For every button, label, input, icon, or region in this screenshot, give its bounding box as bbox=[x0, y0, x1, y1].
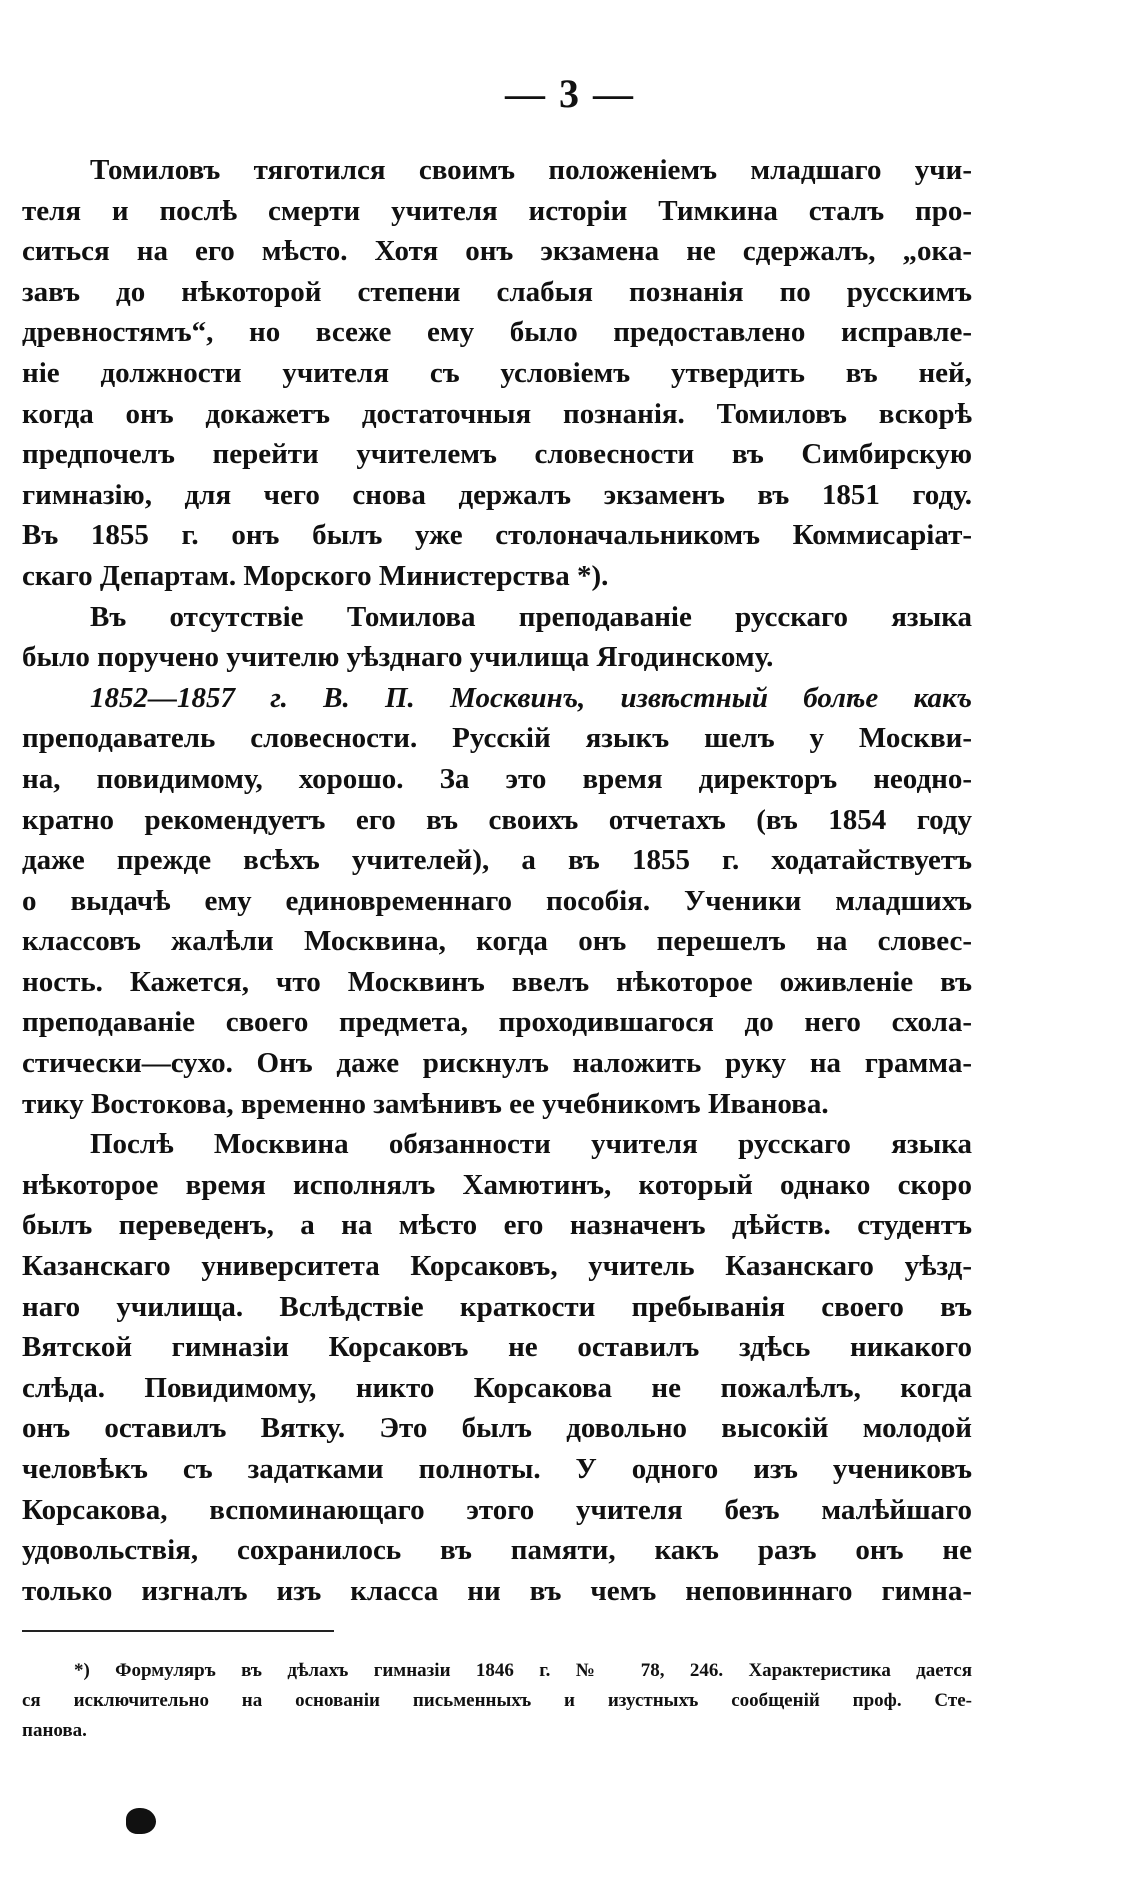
text-line: когда онъ докажетъ достаточныя познанія. Томиловъ вскорѣ bbox=[22, 397, 972, 430]
text-line: преподаваніе своего предмета, проходившагося до него схола- bbox=[22, 1006, 972, 1039]
text-line: нѣкоторое время исполнялъ Хамютинъ, который однако скоро bbox=[22, 1168, 972, 1201]
ink-blot bbox=[126, 1808, 156, 1834]
text-line: классовъ жалѣли Москвина, когда онъ перешелъ на словес- bbox=[22, 925, 972, 958]
text-line: былъ переведенъ, а на мѣсто его назначенъ дѣйств. студентъ bbox=[22, 1209, 972, 1242]
text-line: Вятской гимназіи Корсаковъ не оставилъ здѣсь никакого bbox=[22, 1331, 972, 1364]
footnote-line: *) Формуляръ въ дѣлахъ гимназіи 1846 г. № 78, 246. Характеристика дается bbox=[74, 1660, 972, 1681]
text-line: удовольствія, сохранилось въ памяти, какъ разъ онъ не bbox=[22, 1534, 972, 1567]
text-line: слѣда. Повидимому, никто Корсакова не пожалѣлъ, когда bbox=[22, 1371, 972, 1404]
text-line: Въ отсутствіе Томилова преподаваніе русскаго языка bbox=[90, 600, 972, 633]
text-line: было поручено учителю уѣзднаго училища Ягодинскому. bbox=[22, 641, 774, 674]
text-line: стически—сухо. Онъ даже рискнулъ наложить руку на грамма- bbox=[22, 1047, 972, 1080]
text-line: Въ 1855 г. онъ былъ уже столоначальникомъ Коммисаріат- bbox=[22, 519, 972, 552]
text-line: завъ до нѣкоторой степени слабыя познанія по русскимъ bbox=[22, 275, 972, 308]
text-line: скаго Департам. Морского Министерства *). bbox=[22, 559, 609, 592]
text-line: Казанскаго университета Корсаковъ, учитель Казанскаго уѣзд- bbox=[22, 1250, 972, 1283]
section-heading-line: 1852—1857 г. В. П. Москвинъ, извѣстный болѣе какъ bbox=[90, 681, 972, 714]
text-line: Томиловъ тяготился своимъ положеніемъ младшаго учи- bbox=[90, 154, 972, 186]
text-line: древностямъ“, но всеже ему было предоставлено исправле- bbox=[22, 316, 972, 349]
text-line: гимназію, для чего снова держалъ экзаменъ въ 1851 году. bbox=[22, 478, 972, 511]
text-line: Послѣ Москвина обязанности учителя русскаго языка bbox=[90, 1128, 972, 1161]
footnote-line: ся исключительно на основаніи письменныхъ и изустныхъ сообщеній проф. Сте- bbox=[22, 1690, 972, 1711]
page-number: — 3 — bbox=[505, 71, 635, 116]
text-line: теля и послѣ смерти учителя исторіи Тимкина сталъ про- bbox=[22, 194, 972, 227]
text-line: ситься на его мѣсто. Хотя онъ экзамена не сдержалъ, „ока- bbox=[22, 235, 972, 268]
text-line: ность. Кажется, что Москвинъ ввелъ нѣкоторое оживленіе въ bbox=[22, 965, 972, 998]
text-line: предпочелъ перейти учителемъ словесности въ Симбирскую bbox=[22, 438, 972, 471]
text-line: о выдачѣ ему единовременнаго пособія. Ученики младшихъ bbox=[22, 884, 972, 917]
text-line: человѣкъ съ задатками полноты. У одного изъ учениковъ bbox=[22, 1453, 972, 1485]
text-line: на, повидимому, хорошо. За это время директоръ неодно- bbox=[22, 762, 972, 795]
text-line: даже прежде всѣхъ учителей), а въ 1855 г. ходатайствуетъ bbox=[22, 844, 972, 877]
text-line: наго училища. Вслѣдствіе краткости пребыванія своего въ bbox=[22, 1290, 972, 1323]
text-line: только изгналъ изъ класса ни въ чемъ неповиннаго гимна- bbox=[22, 1574, 972, 1607]
text-line: тику Востокова, временно замѣнивъ ее учебникомъ Иванова. bbox=[22, 1087, 829, 1120]
text-line: кратно рекомендуетъ его въ своихъ отчетахъ (въ 1854 году bbox=[22, 803, 972, 836]
footnotes bbox=[22, 1656, 972, 1746]
footnote-divider bbox=[22, 1630, 334, 1632]
text-line: онъ оставилъ Вятку. Это былъ довольно высокій молодой bbox=[22, 1412, 972, 1445]
main-text bbox=[22, 150, 972, 1611]
text-line: ніе должности учителя съ условіемъ утвердить въ ней, bbox=[22, 356, 972, 389]
text-line: Корсакова, вспоминающаго этого учителя безъ малѣйшаго bbox=[22, 1493, 972, 1526]
footnote-line: панова. bbox=[22, 1720, 87, 1741]
text-line: преподаватель словесности. Русскій языкъ шелъ у Москви- bbox=[22, 722, 972, 755]
